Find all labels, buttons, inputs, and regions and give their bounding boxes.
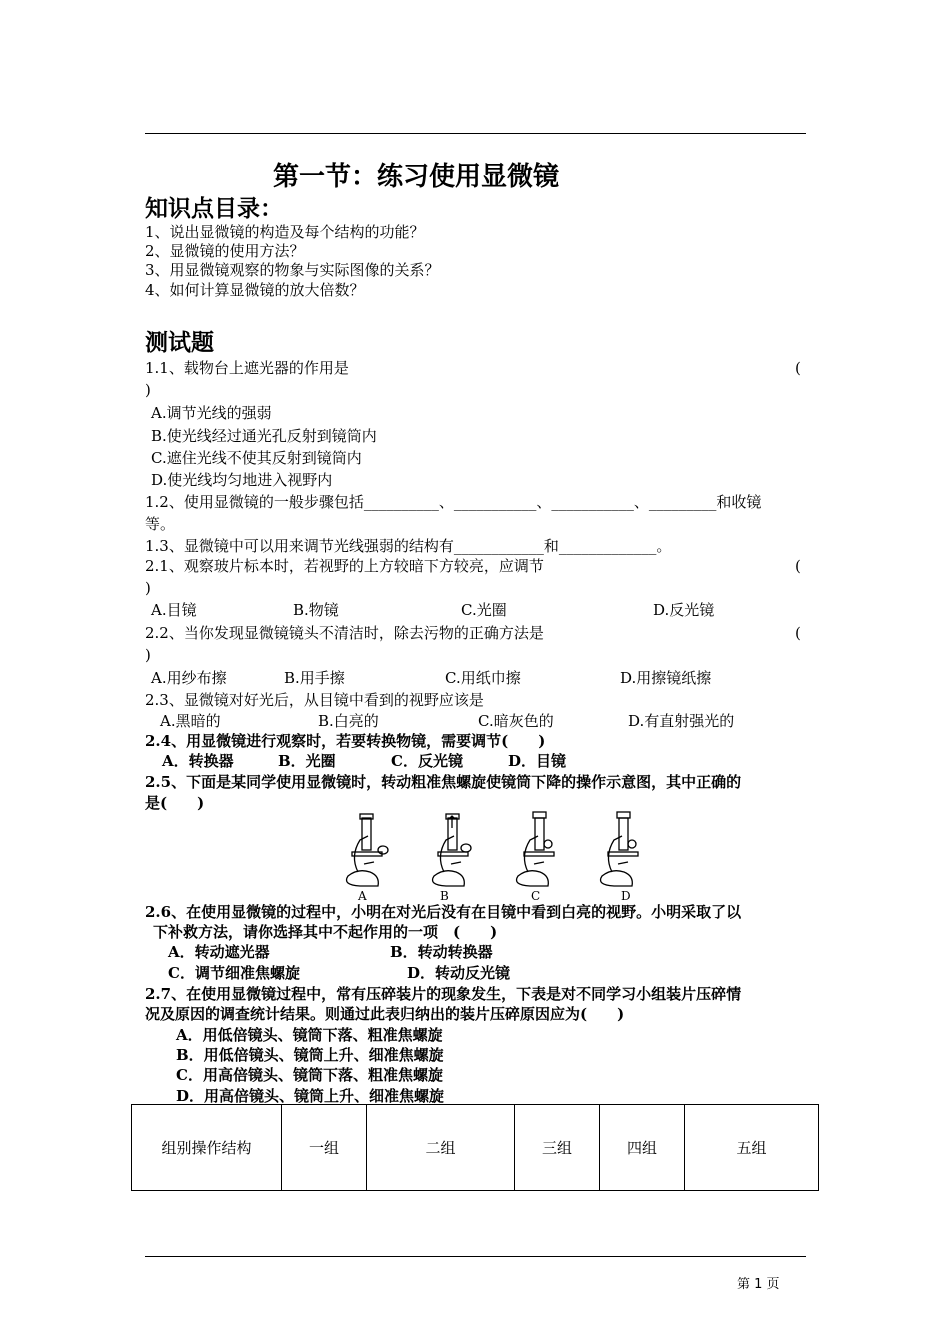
knowledge-item: 4、如何计算显微镜的放大倍数？	[145, 281, 365, 299]
option: B．光圈	[278, 752, 336, 770]
question-2-7: 2.7、在使用显微镜过程中，常有压碎装片的现象发生，下表是对不同学习小组装片压碎情	[145, 985, 742, 1003]
microscope-figure	[338, 808, 650, 903]
question-1-3: 1.3、显微镜中可以用来调节光线强弱的结构有____________和_____________。	[145, 537, 672, 555]
question-2-4: 2.4、用显微镜进行观察时，若要转换物镜，需要调节( )	[145, 732, 546, 750]
option: B.白亮的	[318, 712, 379, 730]
page-title: 第一节：练习使用显微镜	[273, 162, 560, 192]
option: D.反光镜	[653, 601, 715, 619]
question-2-5: 2.5、下面是某同学使用显微镜时，转动粗准焦螺旋使镜筒下降的操作示意图，其中正确的	[145, 773, 742, 791]
option: C.暗灰色的	[478, 712, 554, 730]
option: D．目镜	[508, 752, 567, 770]
option: B.使光线经过通光孔反射到镜筒内	[151, 427, 377, 445]
question-1-2-cont: 等。	[145, 515, 176, 533]
option: D.有直射强光的	[628, 712, 735, 730]
table-header-cell: 四组	[600, 1105, 685, 1191]
option: A.目镜	[151, 601, 197, 619]
answer-paren-open: (	[795, 624, 801, 642]
option: A．转换器	[162, 752, 234, 770]
knowledge-item: 3、用显微镜观察的物象与实际图像的关系？	[145, 261, 440, 279]
answer-paren-open: (	[795, 359, 801, 377]
answer-paren-close: )	[145, 579, 151, 597]
option: C.光圈	[461, 601, 507, 619]
survey-table	[131, 1104, 819, 1191]
table-header-cell: 三组	[515, 1105, 600, 1191]
table-header-cell: 组别操作结构	[132, 1105, 282, 1191]
option: A．转动遮光器	[168, 943, 270, 961]
figure-label-c: C	[531, 889, 541, 903]
answer-paren-open: (	[795, 557, 801, 575]
option: C.遮住光线不使其反射到镜筒内	[151, 449, 362, 467]
option: A.黑暗的	[160, 712, 221, 730]
option: D.使光线均匀地进入视野内	[151, 471, 333, 489]
table-row	[132, 1105, 819, 1191]
knowledge-item: 2、显微镜的使用方法？	[145, 242, 305, 260]
answer-paren-close: )	[145, 381, 151, 399]
figure-label-d: D	[621, 889, 631, 903]
question-2-3: 2.3、显微镜对好光后，从目镜中看到的视野应该是	[145, 691, 484, 709]
microscope-a	[347, 814, 389, 886]
question-2-5-cont: 是( )	[145, 794, 205, 812]
option: B．用低倍镜头、镜筒上升、细准焦螺旋	[176, 1046, 444, 1064]
microscope-c	[517, 808, 555, 886]
page-number: 第 1 页	[737, 1277, 780, 1292]
microscope-d	[601, 812, 639, 886]
question-1-1: 1.1、载物台上遮光器的作用是	[145, 359, 349, 377]
option: C．用高倍镜头、镜筒下落、粗准焦螺旋	[176, 1066, 443, 1084]
footer-rule	[145, 1256, 806, 1257]
knowledge-item: 1、说出显微镜的构造及每个结构的功能？	[145, 223, 425, 241]
question-2-1: 2.1、观察玻片标本时，若视野的上方较暗下方较亮，应调节	[145, 557, 544, 575]
option: D．用高倍镜头、镜筒上升、细准焦螺旋	[176, 1087, 445, 1105]
option: D．转动反光镜	[407, 964, 511, 982]
question-2-6-cont: 下补救方法，请你选择其中不起作用的一项 ( )	[153, 923, 498, 941]
figure-label-a: A	[358, 889, 367, 903]
option: B．转动转换器	[390, 943, 493, 961]
test-heading: 测试题	[145, 329, 214, 356]
option: B.物镜	[293, 601, 339, 619]
question-1-2: 1.2、使用显微镜的一般步骤包括__________、___________、___________、_________和收镜	[145, 493, 762, 511]
option: A．用低倍镜头、镜筒下落、粗准焦螺旋	[176, 1026, 443, 1044]
knowledge-heading: 知识点目录：	[145, 195, 283, 222]
option: B.用手擦	[284, 669, 345, 687]
question-2-2: 2.2、当你发现显微镜镜头不清洁时，除去污物的正确方法是	[145, 624, 544, 642]
table-header-cell: 五组	[685, 1105, 819, 1191]
question-2-7-cont: 况及原因的调查统计结果。则通过此表归纳出的装片压碎原因应为( )	[145, 1005, 625, 1023]
header-rule	[145, 133, 806, 134]
option: A.调节光线的强弱	[151, 404, 272, 422]
question-2-6: 2.6、在使用显微镜的过程中，小明在对光后没有在目镜中看到白亮的视野。小明采取了以	[145, 903, 742, 921]
option: D.用擦镜纸擦	[620, 669, 712, 687]
option: C.用纸巾擦	[445, 669, 521, 687]
table-header-cell: 二组	[367, 1105, 515, 1191]
microscope-b	[433, 814, 472, 886]
option: C．反光镜	[391, 752, 463, 770]
option: A.用纱布擦	[151, 669, 227, 687]
figure-label-b: B	[440, 889, 449, 903]
option: C．调节细准焦螺旋	[168, 964, 300, 982]
table-header-cell: 一组	[282, 1105, 367, 1191]
answer-paren-close: )	[145, 646, 151, 664]
